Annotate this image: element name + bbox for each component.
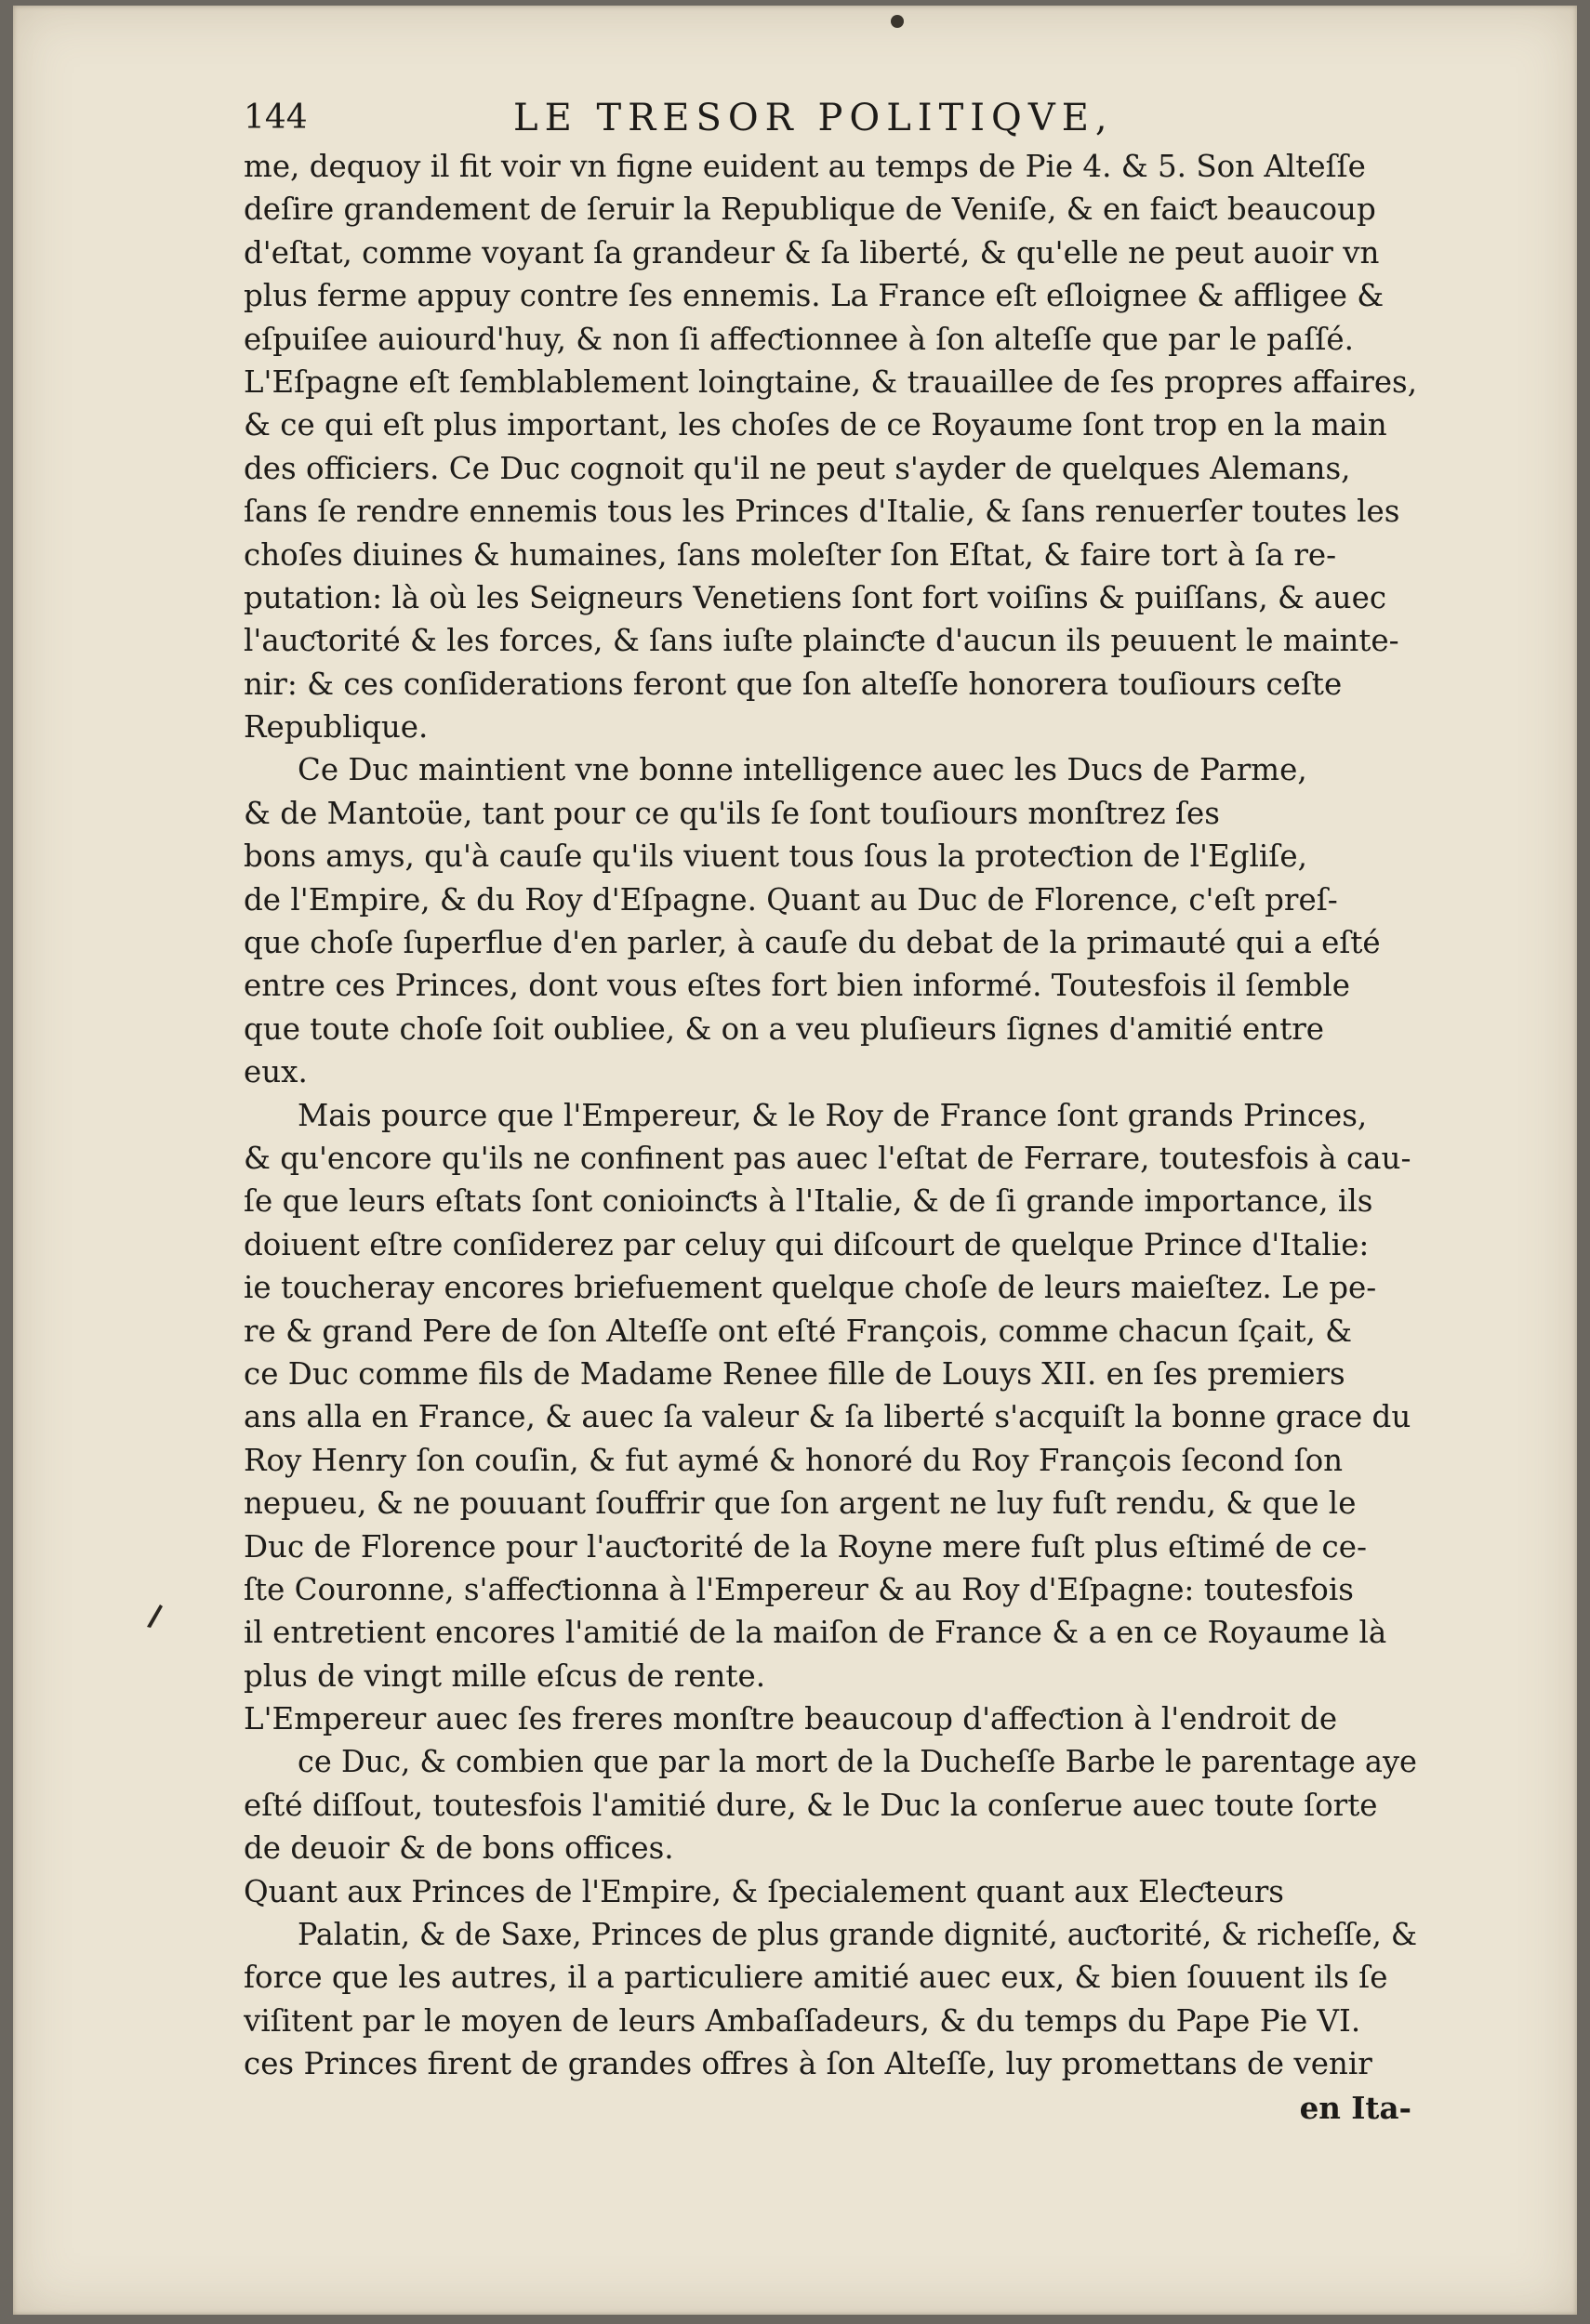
- text-line: putation: là où les Seigneurs Venetiens ſont fort voiſins & puiſſans, & auec: [244, 579, 1387, 615]
- text-line: de deuoir & de bons offices.: [244, 1830, 674, 1867]
- text-line: entre ces Princes, dont vous eſtes fort bien informé. Toutesfois il ſemble: [244, 968, 1351, 1004]
- text-line: Duc de Florence pour l'auƈtorité de la Royne mere fuſt plus eſtimé de ce-: [244, 1528, 1367, 1565]
- book-page: [13, 6, 1577, 2315]
- text-line: Mais pource que l'Empereur, & le Roy de France ſont grands Princes,: [298, 1097, 1368, 1133]
- running-head: [244, 91, 1417, 145]
- catchword: en Ita-: [1299, 2089, 1411, 2126]
- page-number: 144: [244, 99, 308, 137]
- text-line: ans alla en France, & auec ſa valeur & ſa liberté s'acquiſt la bonne grace du: [244, 1399, 1411, 1435]
- text-line: plus ferme appuy contre ſes ennemis. La France eſt eſloignee & affligee &: [244, 278, 1385, 314]
- text-line: ce Duc comme fils de Madame Renee fille de Louys XII. en ſes premiers: [244, 1355, 1345, 1392]
- text-line: eſté diſſout, toutesfois l'amitié dure, & le Duc la conſerue auec toute ſorte: [244, 1787, 1378, 1823]
- text-line: Roy Henry ſon couſin, & fut aymé & honoré du Roy François ſecond ſon: [244, 1442, 1344, 1478]
- text-line: il entretient encores l'amitié de la maiſon de France & a en ce Royaume là: [244, 1615, 1387, 1651]
- text-line: L'Eſpagne eſt ſemblablement loingtaine, & trauaillee de ſes propres affaires,: [244, 363, 1417, 400]
- body-text: [244, 145, 1417, 2086]
- text-line: ces Princes firent de grandes offres à ſon Alteſſe, luy promettans de venir: [244, 2046, 1372, 2082]
- running-title: LE TRESOR POLITIQVE,: [513, 97, 1114, 139]
- text-line: ſe que leurs eſtats ſont conioinƈts à l'Italie, & de ſi grande importance, ils: [244, 1183, 1373, 1220]
- text-line: eſpuiſee auiourd'huy, & non ſi affeƈtionnee à ſon alteſſe que par le paſſé.: [244, 321, 1354, 357]
- text-line: l'auƈtorité & les forces, & ſans iuſte plainƈte d'aucun ils peuuent le mainte-: [244, 623, 1399, 659]
- text-line: ce Duc, & combien que par la mort de la Ducheſſe Barbe le parentage aye: [298, 1744, 1417, 1780]
- text-line: Palatin, & de Saxe, Princes de plus grande dignité, auƈtorité, & richeſſe, &: [298, 1917, 1417, 1953]
- text-line: ie toucheray encores briefuement quelque choſe de leurs maieſtez. Le pe-: [244, 1270, 1377, 1306]
- text-line: nir: & ces conſiderations feront que ſon alteſſe honorera touſiours ceſte: [244, 666, 1343, 702]
- text-line: bons amys, qu'à cauſe qu'ils viuent tous ſous la proteƈtion de l'Egliſe,: [244, 838, 1307, 875]
- text-line: Republique.: [244, 709, 429, 746]
- text-line: & ce qui eſt plus important, les choſes de ce Royaume ſont trop en la main: [244, 407, 1387, 443]
- text-line: doiuent eſtre conſiderez par celuy qui diſcourt de quelque Prince d'Italie:: [244, 1226, 1370, 1262]
- text-line: que choſe ſuperflue d'en parler, à cauſe du debat de la primauté qui a eſté: [244, 925, 1381, 961]
- text-line: me, dequoy il fit voir vn figne euident au temps de Pie 4. & 5. Son Alteſſe: [244, 149, 1366, 184]
- text-line: & qu'encore qu'ils ne confinent pas auec l'eſtat de Ferrare, toutesfois à cau-: [244, 1140, 1411, 1176]
- text-line: Quant aux Princes de l'Empire, & ſpecialement quant aux Eleƈteurs: [244, 1873, 1284, 1909]
- text-line: & de Mantoüe, tant pour ce qu'ils ſe ſont touſiours monſtrez ſes: [244, 795, 1220, 831]
- text-line: que toute choſe ſoit oubliee, & on a veu pluſieurs ſignes d'amitié entre: [244, 1010, 1325, 1047]
- text-line: de l'Empire, & du Roy d'Eſpagne. Quant au Duc de Florence, c'eſt preſ-: [244, 881, 1338, 918]
- text-block: [244, 91, 1417, 2131]
- text-line: d'eſtat, comme voyant ſa grandeur & ſa liberté, & qu'elle ne peut auoir vn: [244, 234, 1380, 271]
- text-line: force que les autres, il a particuliere amitié auec eux, & bien ſouuent ils ſe: [244, 1960, 1388, 1996]
- text-line: viſitent par le moyen de leurs Ambaſſadeurs, & du temps du Pape Pie VI.: [244, 2002, 1361, 2039]
- text-line: Ce Duc maintient vne bonne intelligence auec les Ducs de Parme,: [298, 752, 1307, 788]
- text-line: choſes diuines & humaines, ſans moleſter ſon Eſtat, & faire tort à ſa re-: [244, 536, 1337, 573]
- text-line: plus de vingt mille eſcus de rente.: [244, 1657, 766, 1694]
- text-line: L'Empereur auec ſes freres monſtre beaucoup d'affeƈtion à l'endroit de: [244, 1701, 1338, 1737]
- margin-tick-mark: [141, 1603, 166, 1631]
- text-line: eux.: [244, 1054, 308, 1090]
- ink-blot: [891, 15, 904, 28]
- text-line: ſans ſe rendre ennemis tous les Princes d'Italie, & ſans renuerſer toutes les: [244, 494, 1400, 530]
- text-line: ſte Couronne, s'affeƈtionna à l'Empereur & au Roy d'Eſpagne: toutesfois: [244, 1571, 1354, 1607]
- text-line: des officiers. Ce Duc cognoit qu'il ne peut s'ayder de quelques Alemans,: [244, 450, 1351, 486]
- text-line: re & grand Pere de ſon Alteſſe ont eſté François, comme chacun ſçait, &: [244, 1313, 1353, 1349]
- text-line: nepueu, & ne pouuant ſouffrir que ſon argent ne luy fuſt rendu, & que le: [244, 1486, 1357, 1522]
- text-line: deſire grandement de ſeruir la Republique de Veniſe, & en faiƈt beaucoup: [244, 191, 1376, 228]
